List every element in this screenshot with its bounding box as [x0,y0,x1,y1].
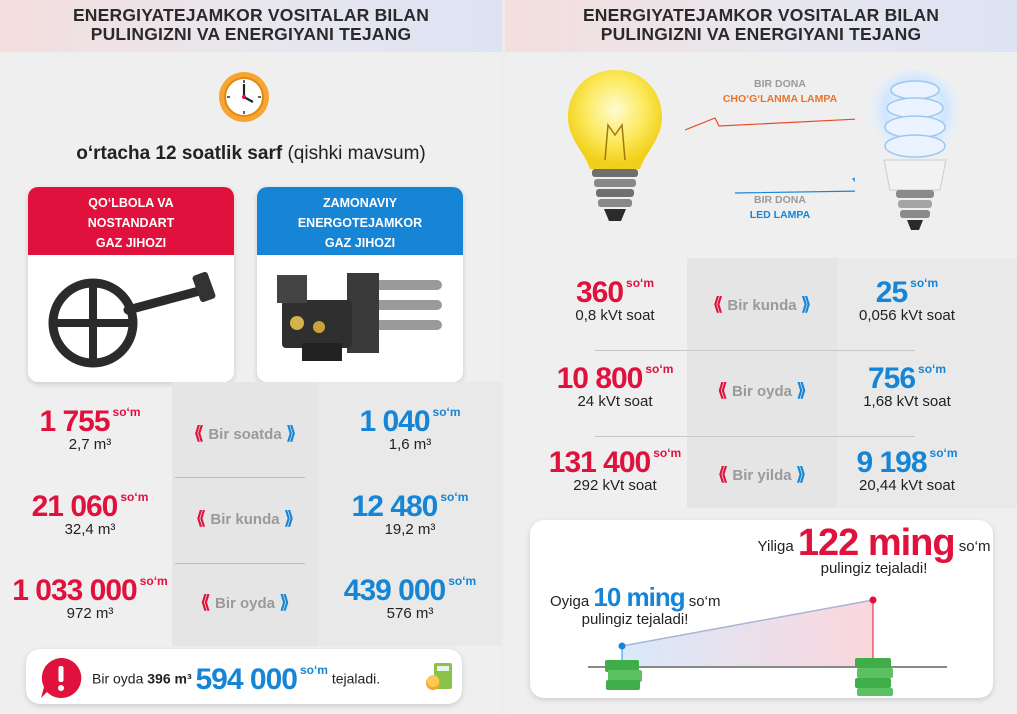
left-chevrons-icon: ⟪ [717,464,728,484]
old-value: 21 060 [31,490,118,523]
new-value: 1 040 [359,405,430,438]
incandescent-bulb-icon [560,65,670,245]
right-panel [505,0,1017,714]
bulb-old-line2: CHO‘G‘LANMA LAMPA [722,93,838,105]
new-unit: 0,056 kVt soat [859,307,955,324]
month-savings [550,582,721,629]
period-label: Bir kunda [727,297,797,314]
new-value: 756 [867,362,916,395]
old-value: 1 755 [39,405,110,438]
old-unit: 32,4 m³ [64,521,116,538]
left-chevrons-icon: ⟪ [200,592,211,612]
currency: so‘m [645,362,674,376]
left-subtitle [0,143,502,165]
card-new-line3: GAZ JIHOZI [324,236,396,250]
month-suffix: so‘m [688,593,721,610]
new-unit: 19,2 m³ [384,521,436,538]
period-label: Bir kunda [210,511,280,528]
right-chevrons-icon: ⟫ [284,508,295,528]
bulb-old-label [715,77,845,107]
new-value: 439 000 [343,574,446,607]
currency: so‘m [112,405,141,419]
year-value: 122 ming [797,522,955,564]
savings-prefix: Bir oyda [92,670,144,687]
card-old-line1: QO‘LBOLA VA [88,196,174,210]
clock-icon [215,68,273,126]
new-unit: 1,68 kVt soat [863,393,951,410]
month-line2: pulingiz tejaladi! [581,611,689,628]
savings-bar [26,649,462,704]
old-unit: 972 m³ [66,605,114,622]
new-value: 12 480 [351,490,438,523]
header-line2: PULINGIZNI VA ENERGIYANI TEJANG [600,24,922,44]
header-line1: ENERGIYATEJAMKOR VOSITALAR BILAN [582,5,940,25]
bulb-old-line1: BIR DONA [754,78,806,90]
old-value: 360 [575,276,624,309]
currency: so‘m [299,663,328,677]
new-value: 25 [875,276,908,309]
bulb-new-label [735,193,825,223]
left-chevrons-icon: ⟪ [717,380,728,400]
period-label: Bir oyda [731,383,792,400]
exclamation-icon [38,655,84,701]
currency: so‘m [910,276,939,290]
currency: so‘m [120,490,149,504]
divider [175,563,305,564]
currency: so‘m [626,276,655,290]
month-value: 10 ming [593,582,685,612]
divider [595,436,915,437]
new-value: 9 198 [856,446,927,479]
subtitle-bold: o‘rtacha 12 soatlik sarf [76,143,283,164]
savings-volume: 396 m³ [147,670,192,687]
currency: so‘m [929,446,958,460]
card-new-title [257,187,463,255]
right-chevrons-icon: ⟫ [801,294,812,314]
currency: so‘m [918,362,947,376]
year-prefix: Yiliga [757,538,794,555]
bulb-new-line1: BIR DONA [754,194,806,206]
currency: so‘m [448,574,477,588]
month-prefix: Oyiga [550,593,590,610]
old-value: 1 033 000 [12,574,137,607]
right-chevrons-icon: ⟫ [279,592,290,612]
money-icon [605,660,642,690]
new-unit: 576 m³ [386,605,434,622]
bulb-new-line2: LED LAMPA [749,209,811,221]
divider [595,350,915,351]
new-unit: 1,6 m³ [388,436,432,453]
modern-gas-burner-image [257,255,463,382]
new-unit: 20,44 kVt soat [859,477,955,494]
card-new-line2: ENERGOTEJAMKOR [297,216,423,230]
period-label: Bir oyda [214,595,275,612]
card-old-device [28,187,234,382]
left-panel [0,0,502,714]
card-new-device [257,187,463,382]
calculator-coins-icon [424,661,456,693]
left-chevrons-icon: ⟪ [195,508,206,528]
card-old-line3: GAZ JIHOZI [95,236,167,250]
right-chevrons-icon: ⟫ [286,423,297,443]
old-unit: 24 kVt soat [577,393,653,410]
card-new-line1: ZAMONAVIY [322,196,398,210]
left-chevrons-icon: ⟪ [193,423,204,443]
subtitle-rest: (qishki mavsum) [287,143,426,164]
period-label: Bir yilda [732,467,792,484]
period-label: Bir soatda [208,426,282,443]
header-line2: PULINGIZNI VA ENERGIYANI TEJANG [90,24,412,44]
right-header [505,0,1017,52]
left-chevrons-icon: ⟪ [712,294,723,314]
divider [175,477,305,478]
right-chevrons-icon: ⟫ [796,464,807,484]
old-unit: 2,7 m³ [68,436,112,453]
currency: so‘m [440,490,469,504]
old-value: 131 400 [548,446,651,479]
savings-card [530,520,993,698]
year-suffix: so‘m [958,538,991,555]
currency: so‘m [432,405,461,419]
right-chevrons-icon: ⟫ [796,380,807,400]
currency: so‘m [653,446,682,460]
savings-suffix: tejaladi. [331,670,381,687]
old-gas-burner-image [28,255,234,382]
money-stack-icon [855,658,893,696]
currency: so‘m [139,574,168,588]
savings-value: 594 000 [195,663,297,696]
year-line2: pulingiz tejaladi! [820,560,928,577]
year-savings [755,522,993,578]
old-value: 10 800 [556,362,643,395]
left-header [0,0,502,52]
old-unit: 292 kVt soat [573,477,657,494]
old-unit: 0,8 kVt soat [575,307,655,324]
header-line1: ENERGIYATEJAMKOR VOSITALAR BILAN [72,5,430,25]
card-old-line2: NOSTANDART [87,216,175,230]
card-old-title [28,187,234,255]
led-bulb-icon [860,70,970,250]
